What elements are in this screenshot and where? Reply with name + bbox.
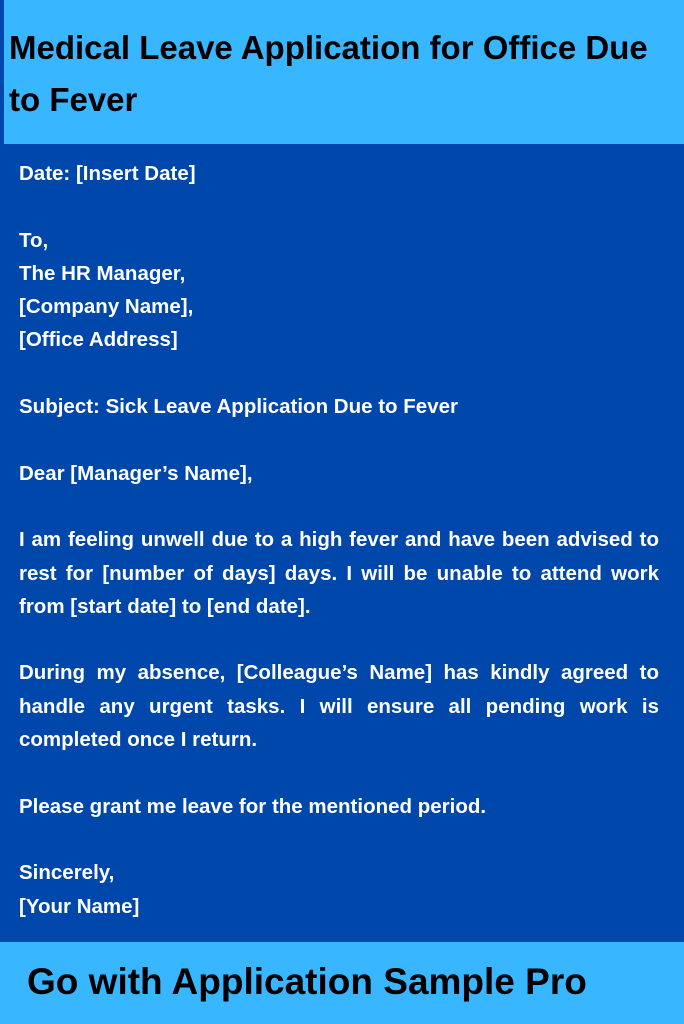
letter-subject: Subject: Sick Leave Application Due to Fever [19, 395, 458, 419]
header-banner [0, 0, 684, 144]
footer-brand-text: Go with Application Sample Pro [27, 961, 587, 1002]
page-title: Medical Leave Application for Office Due to Fever [9, 29, 648, 118]
footer-banner [0, 942, 684, 1024]
letter-paragraph-2: During my absence, [Colleague’s Name] has kindly agreed to handle any urgent tasks. I will ensure all pending work is completed once I return. [19, 661, 659, 752]
letter-signature: [Your Name] [19, 894, 140, 918]
letter-address: [Office Address] [19, 328, 178, 352]
closing-block [19, 856, 659, 923]
letter-body [19, 157, 659, 923]
letter-company: [Company Name], [19, 295, 194, 319]
letter-date: Date: [Insert Date] [19, 162, 196, 185]
letter-closing: Sincerely, [19, 861, 115, 885]
letter-to: To, [19, 228, 49, 252]
letter-salutation: Dear [Manager’s Name], [19, 461, 253, 485]
recipient-block [19, 224, 659, 357]
letter-paragraph-3: Please grant me leave for the mentioned period. [19, 794, 487, 818]
letter-paragraph-1: I am feeling unwell due to a high fever and have been advised to rest for [number of days] days. I will be unable to attend work from [start date] to [end date]. [19, 528, 659, 618]
letter-recipient: The HR Manager, [19, 261, 186, 285]
